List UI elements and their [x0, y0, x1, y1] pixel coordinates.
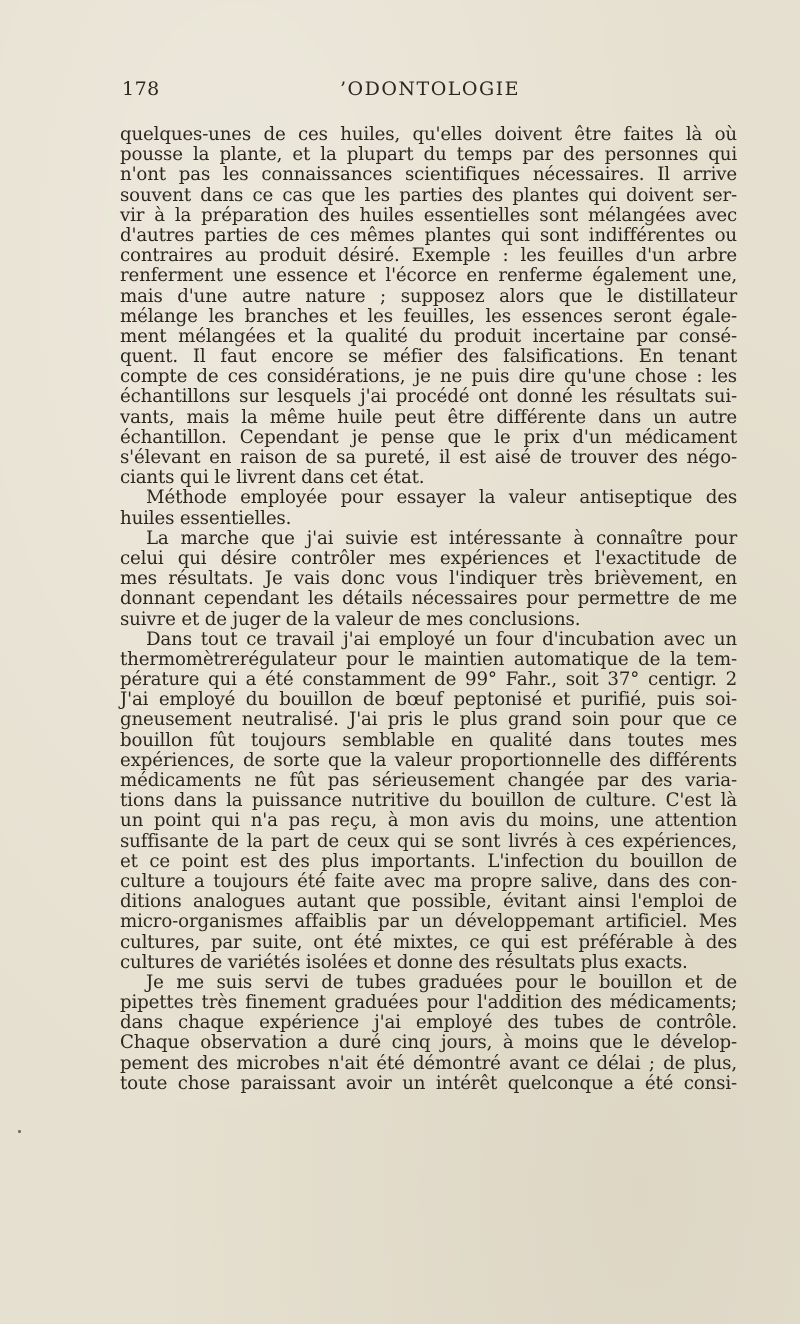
text-line: ment mélangées et la qualité du produit incertaine par consé- — [120, 325, 737, 347]
text-line: culture a toujours été faite avec ma propre salive, dans des con- — [120, 870, 737, 892]
text-line: s'élevant en raison de sa pureté, il est aisé de trouver des négo- — [120, 447, 737, 468]
body-text — [120, 125, 737, 1094]
text-line: un point qui n'a pas reçu, à mon avis du moins, une attention — [120, 810, 737, 832]
text-line: vants, mais la même huile peut être différente dans un autre — [120, 406, 737, 428]
text-line: toute chose paraissant avoir un intérêt quelconque a été consi- — [120, 1072, 737, 1094]
text-line: suffisante de la part de ceux qui se sont livrés à ces expériences, — [120, 830, 737, 852]
text-line: mes résultats. Je vais donc vous l'indiquer très brièvement, en — [120, 568, 737, 590]
text-line: ditions analogues autant que possible, évitant ainsi l'emploi de — [120, 891, 737, 913]
text-line: pement des microbes n'ait été démontré avant ce délai ; de plus, — [120, 1052, 737, 1074]
text-line: thermomètrerégulateur pour le maintien automatique de la tem- — [120, 648, 737, 670]
text-line: souvent dans ce cas que les parties des plantes qui doivent ser- — [120, 184, 737, 206]
text-line: échantillons sur lesquels j'ai procédé ont donné les résultats sui- — [120, 386, 737, 408]
text-line: La marche que j'ai suivie est intéressante à connaître pour — [146, 527, 737, 549]
text-line: cultures, par suite, ont été mixtes, ce qui est préférable à des — [120, 931, 737, 953]
text-line: et ce point est des plus importants. L'infection du bouillon de — [120, 850, 737, 872]
text-line: Chaque observation a duré cinq jours, à moins que le dévelop- — [120, 1032, 737, 1054]
text-line: ciants qui le livrent dans cet état. — [120, 467, 425, 489]
text-line: Je me suis servi de tubes graduées pour le bouillon et de — [146, 971, 737, 993]
text-line: pipettes très finement graduées pour l'addition des médicaments; — [120, 992, 737, 1014]
text-line: mélange les branches et les feuilles, les essences seront égale- — [120, 305, 737, 327]
text-line: renferment une essence et l'écorce en renferme également une, — [120, 265, 737, 287]
text-line: donnant cependant les détails nécessaires pour permettre de me — [120, 588, 737, 610]
text-line: pousse la plante, et la plupart du temps par des personnes qui — [120, 144, 737, 166]
section-heading-line: huiles essentielles. — [120, 507, 292, 529]
text-line: quent. Il faut encore se méfier des falsifications. En tenant — [120, 346, 737, 368]
text-line: compte de ces considérations, je ne puis dire qu'une chose : les — [120, 366, 737, 388]
text-line: gneusement neutralisé. J'ai pris le plus grand soin pour que ce — [120, 709, 737, 731]
text-line: pérature qui a été constamment de 99° Fahr., soit 37° centigr. 2 — [120, 669, 737, 691]
text-line: échantillon. Cependant je pense que le prix d'un médicament — [120, 426, 737, 448]
text-line: médicaments ne fût pas sérieusement changée par des varia- — [120, 770, 737, 791]
text-line: d'autres parties de ces mêmes plantes qui sont indifférentes ou — [120, 224, 737, 246]
text-line: tions dans la puissance nutritive du bouillon de culture. C'est là — [120, 790, 737, 812]
text-line: expériences, de sorte que la valeur proportionnelle des différents — [120, 749, 737, 771]
text-line: J'ai employé du bouillon de bœuf peptonisé et purifié, puis soi- — [120, 689, 737, 711]
section-heading-line: Méthode employée pour essayer la valeur antiseptique des — [146, 487, 737, 509]
text-line: Dans tout ce travail j'ai employé un four d'incubation avec un — [146, 628, 737, 650]
page-number: 178 — [122, 78, 160, 100]
text-line: suivre et de juger de la valeur de mes conclusions. — [120, 608, 581, 630]
text-line: micro-organismes affaiblis par un développemant artificiel. Mes — [120, 911, 737, 933]
text-line: mais d'une autre nature ; supposez alors que le distillateur — [120, 285, 737, 307]
text-line: quelques-unes de ces huiles, qu'elles doivent être faites là où — [120, 124, 737, 145]
text-line: celui qui désire contrôler mes expériences et l'exactitude de — [120, 547, 737, 569]
text-line: contraires au produit désiré. Exemple : les feuilles d'un arbre — [120, 245, 737, 267]
running-title: ’ODONTOLOGIE — [340, 78, 521, 100]
text-line: n'ont pas les connaissances scientifiques nécessaires. Il arrive — [120, 164, 737, 186]
text-line: dans chaque expérience j'ai employé des tubes de contrôle. — [120, 1012, 737, 1034]
text-line: cultures de variétés isolées et donne des résultats plus exacts. — [120, 951, 688, 973]
text-line: bouillon fût toujours semblable en qualité dans toutes mes — [120, 729, 737, 751]
text-line: vir à la préparation des huiles essentielles sont mélangées avec — [120, 204, 737, 226]
paper-speck — [18, 1130, 21, 1133]
